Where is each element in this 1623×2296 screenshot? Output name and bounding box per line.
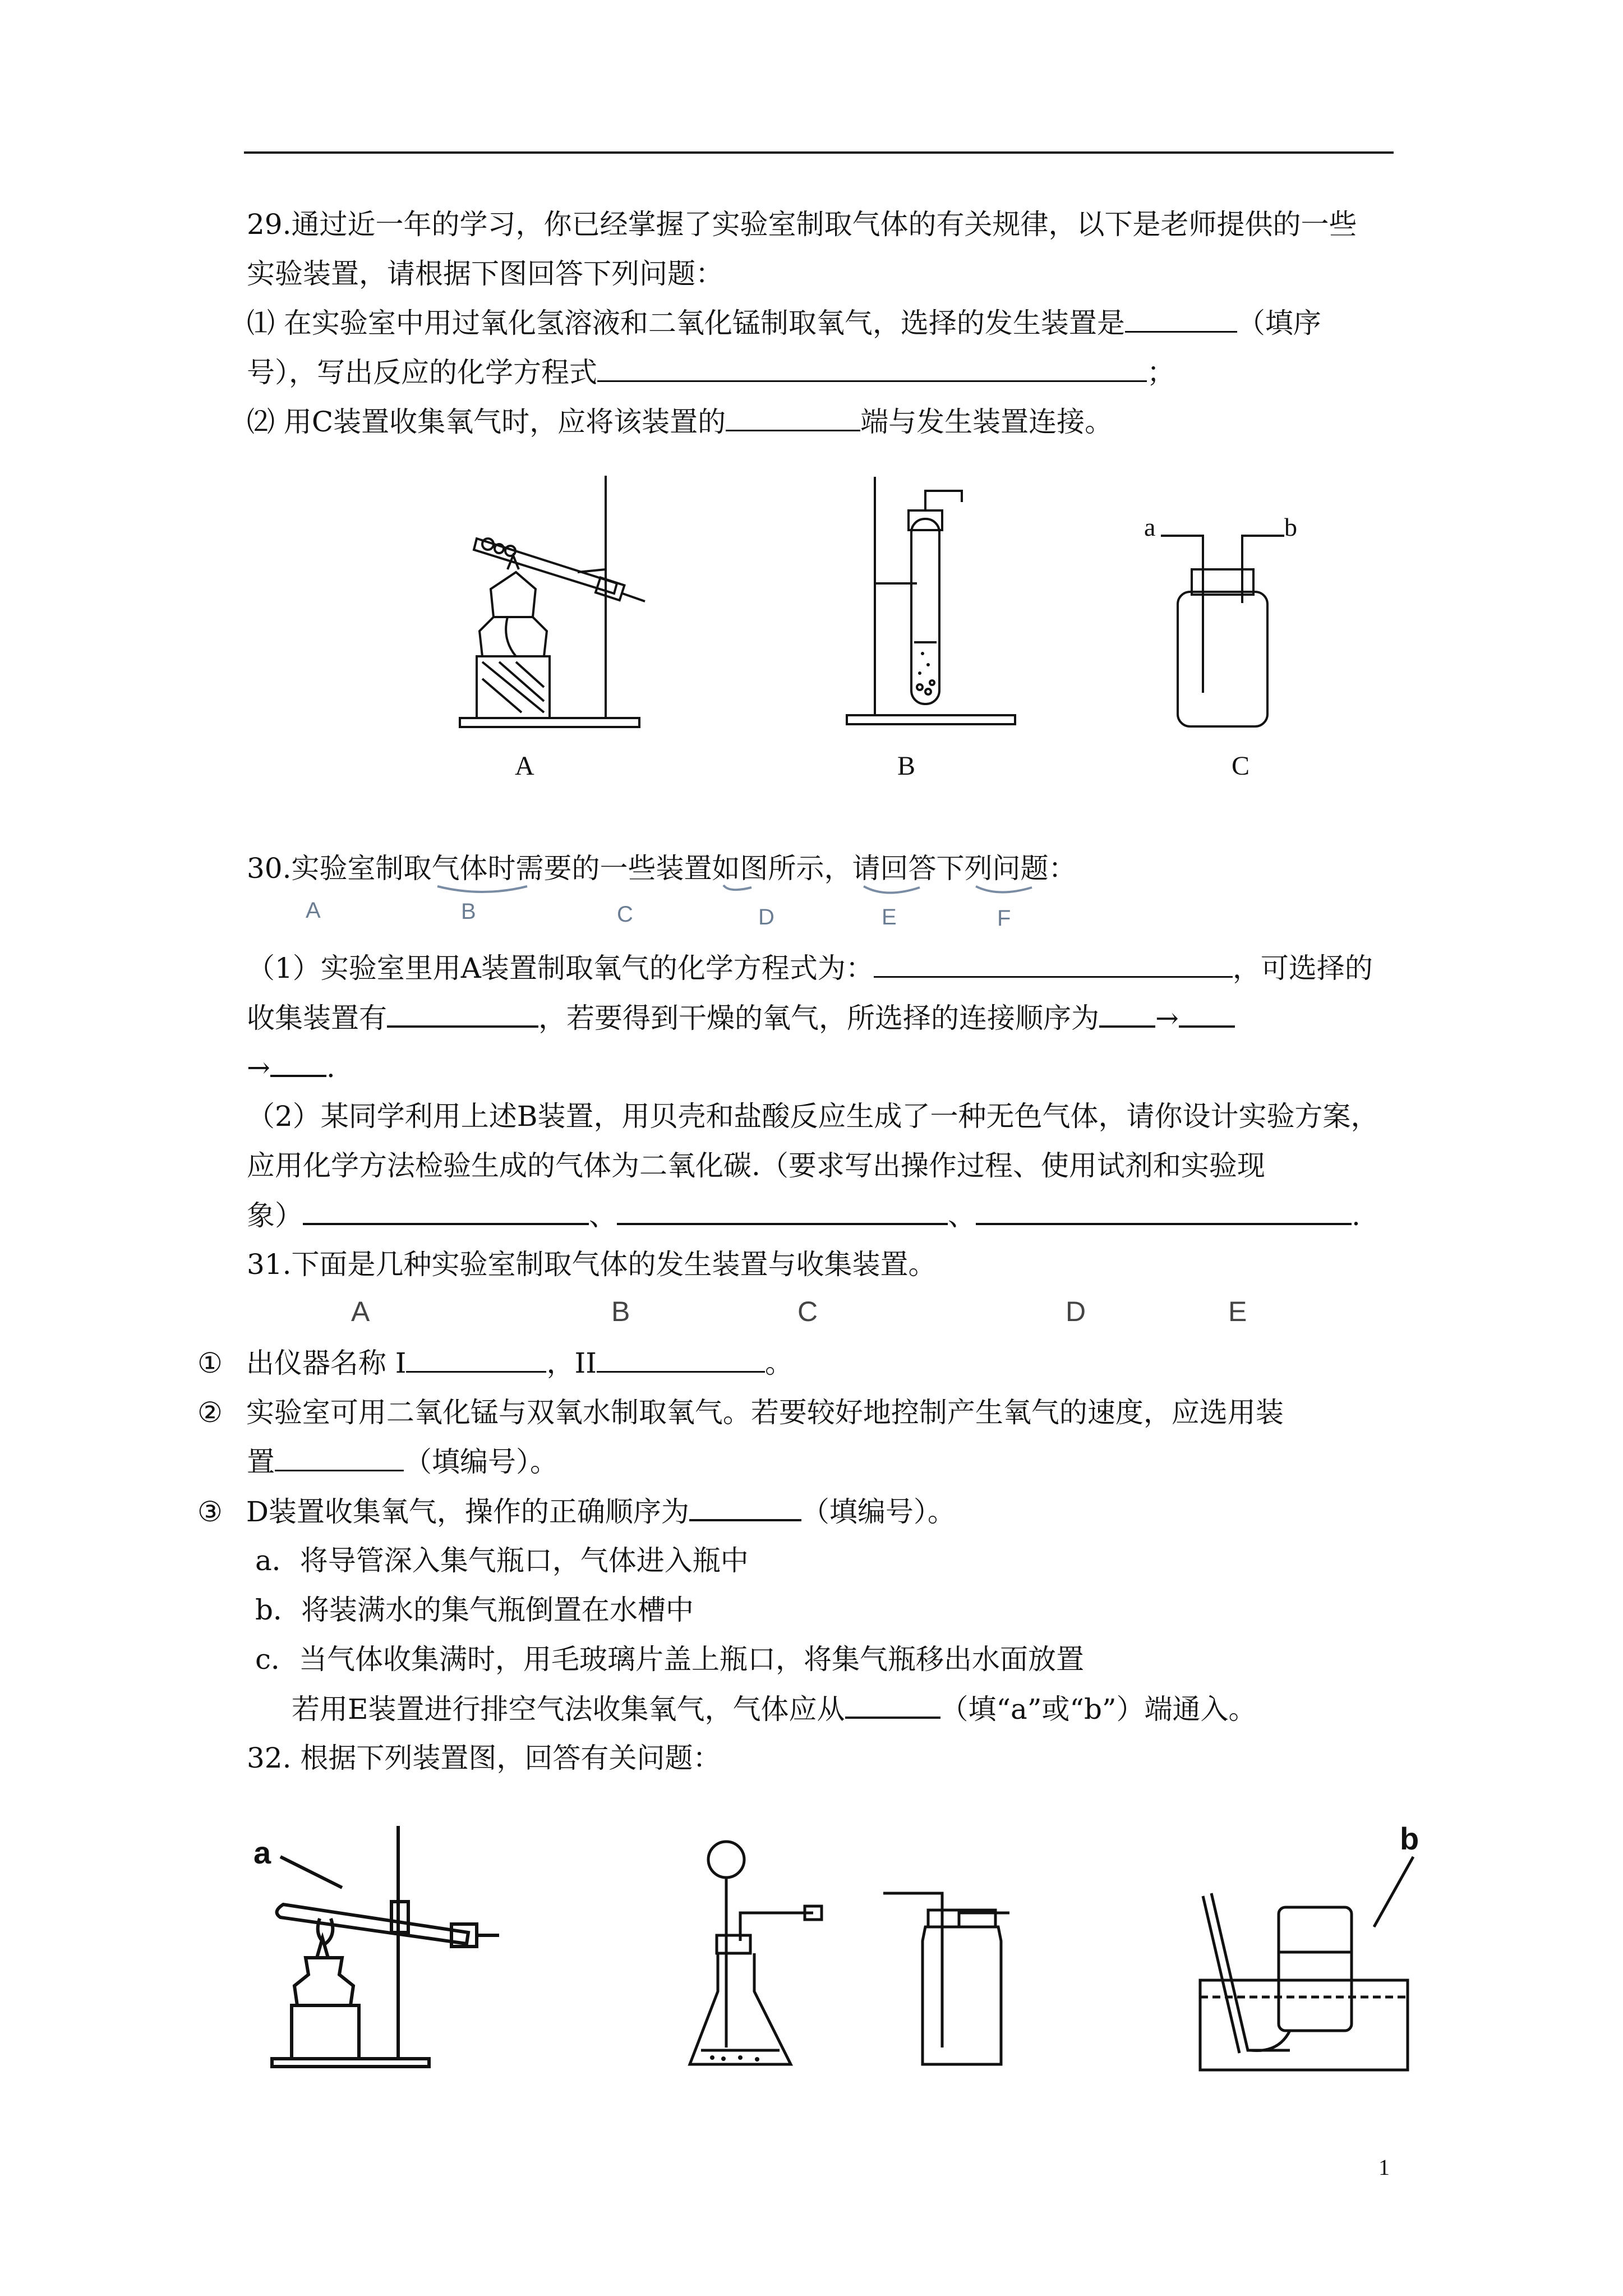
answer-blank[interactable] xyxy=(617,1198,948,1225)
answer-blank[interactable] xyxy=(689,1494,801,1521)
answer-blank[interactable] xyxy=(597,356,1147,382)
q31-item-2-cont: 置 （填编号）。 xyxy=(247,1446,558,1478)
q30-line-2: （1）实验室里用A装置制取氧气的化学方程式为： ，可选择的 xyxy=(247,952,1373,984)
answer-blank[interactable] xyxy=(874,951,1233,978)
q30-line-3: 收集装置有 ，若要得到干燥的氧气，所选择的连接顺序为 → xyxy=(247,1001,1235,1035)
faint-label-f: F xyxy=(997,906,1011,931)
answer-blank[interactable] xyxy=(270,1050,326,1077)
faint-label-d: D xyxy=(1066,1296,1086,1327)
q29-line-1: 29.通过近一年的学习，你已经掌握了实验室制取气体的有关规律，以下是老师提供的一些 xyxy=(247,208,1357,241)
apparatus-label-a: a xyxy=(253,1835,271,1870)
q31-item-1: ① 出仪器名称 I ，II 。 xyxy=(197,1347,793,1379)
faint-label-b: B xyxy=(461,899,476,924)
faint-label-c: C xyxy=(797,1296,818,1327)
tube-label-a: a xyxy=(1144,513,1156,541)
q30-line-4: → . xyxy=(247,1051,335,1084)
answer-blank[interactable] xyxy=(275,1445,404,1471)
q32-apparatus-heating-figure xyxy=(264,1823,505,2070)
q31-line-1: 31.下面是几种实验室制取气体的发生装置与收集装置。 xyxy=(247,1248,937,1281)
faint-label-d: D xyxy=(758,905,774,930)
page-number: 1 xyxy=(1378,2155,1390,2180)
figure-label-b: B xyxy=(897,751,916,781)
answer-blank[interactable] xyxy=(406,1346,546,1373)
answer-blank[interactable] xyxy=(1099,1001,1155,1028)
faint-label-c: C xyxy=(617,902,633,927)
answer-blank[interactable] xyxy=(845,1692,940,1719)
q31-option-c: c．当气体收集满时，用毛玻璃片盖上瓶口，将集气瓶移出水面放置 xyxy=(255,1643,1085,1676)
figure-label-a: A xyxy=(515,751,534,781)
q30-line-6: 应用化学方法检验生成的气体为二氧化碳.（要求写出操作过程、使用试剂和实验现 xyxy=(247,1149,1265,1182)
apparatus-b-figure xyxy=(841,474,1021,726)
answer-blank[interactable] xyxy=(1125,306,1237,333)
q32-line-1: 32. 根据下列装置图，回答有关问题： xyxy=(247,1742,721,1774)
q31-option-a: a．将导管深入集气瓶口，气体进入瓶中 xyxy=(255,1544,749,1577)
q30-line-5: （2）某同学利用上述B装置，用贝壳和盐酸反应生成了一种无色气体，请你设计实验方案， xyxy=(247,1100,1379,1133)
faint-label-b: B xyxy=(611,1296,630,1327)
apparatus-c-figure xyxy=(1138,508,1307,732)
apparatus-a-figure xyxy=(437,471,673,729)
apparatus-label-b: b xyxy=(1400,1821,1419,1856)
q30-line-1: 30.实验室制取气体时需要的一些装置如图所示，请回答下列问题： xyxy=(247,852,1077,885)
q32-apparatus-flask-figure xyxy=(679,1834,824,2076)
figure-label-c: C xyxy=(1232,751,1250,781)
q29-line-3: ⑴ 在实验室中用过氧化氢溶液和二氧化锰制取氧气，选择的发生装置是 （填序 xyxy=(247,307,1321,339)
q31-item-e: 若用E装置进行排空气法收集氧气，气体应从 （填“a”或“b”）端通入。 xyxy=(292,1693,1257,1726)
q31-option-b: b．将装满水的集气瓶倒置在水槽中 xyxy=(255,1594,694,1626)
tube-label-b: b xyxy=(1284,513,1297,541)
q32-apparatus-bottle-figure xyxy=(880,1879,1026,2076)
faint-underline-marks xyxy=(437,875,1054,903)
answer-blank[interactable] xyxy=(726,405,860,431)
q29-line-5: ⑵ 用C装置收集氧气时，应将该装置的 端与发生装置连接。 xyxy=(247,406,1113,438)
q31-item-3: ③ D装置收集氧气，操作的正确顺序为 （填编号）。 xyxy=(197,1496,956,1528)
q29-line-2: 实验装置，请根据下图回答下列问题： xyxy=(247,257,723,290)
faint-label-a: A xyxy=(306,898,321,923)
answer-blank[interactable] xyxy=(976,1198,1352,1225)
header-rule xyxy=(244,151,1394,154)
faint-label-a: A xyxy=(351,1296,370,1327)
answer-blank[interactable] xyxy=(303,1198,589,1225)
q30-line-7: 象） 、 、 . xyxy=(247,1199,1361,1232)
answer-blank[interactable] xyxy=(387,1001,538,1028)
q31-item-2: ② 实验室可用二氧化锰与双氧水制取氧气。若要较好地控制产生氧气的速度，应选用装 xyxy=(197,1396,1284,1429)
answer-blank[interactable] xyxy=(597,1346,765,1373)
faint-label-e: E xyxy=(1228,1296,1247,1327)
faint-label-e: E xyxy=(882,905,897,930)
answer-blank[interactable] xyxy=(1179,1001,1235,1028)
q29-line-4: 号），写出反应的化学方程式 ； xyxy=(247,356,1175,389)
q32-apparatus-water-trough-figure xyxy=(1195,1851,1419,2076)
